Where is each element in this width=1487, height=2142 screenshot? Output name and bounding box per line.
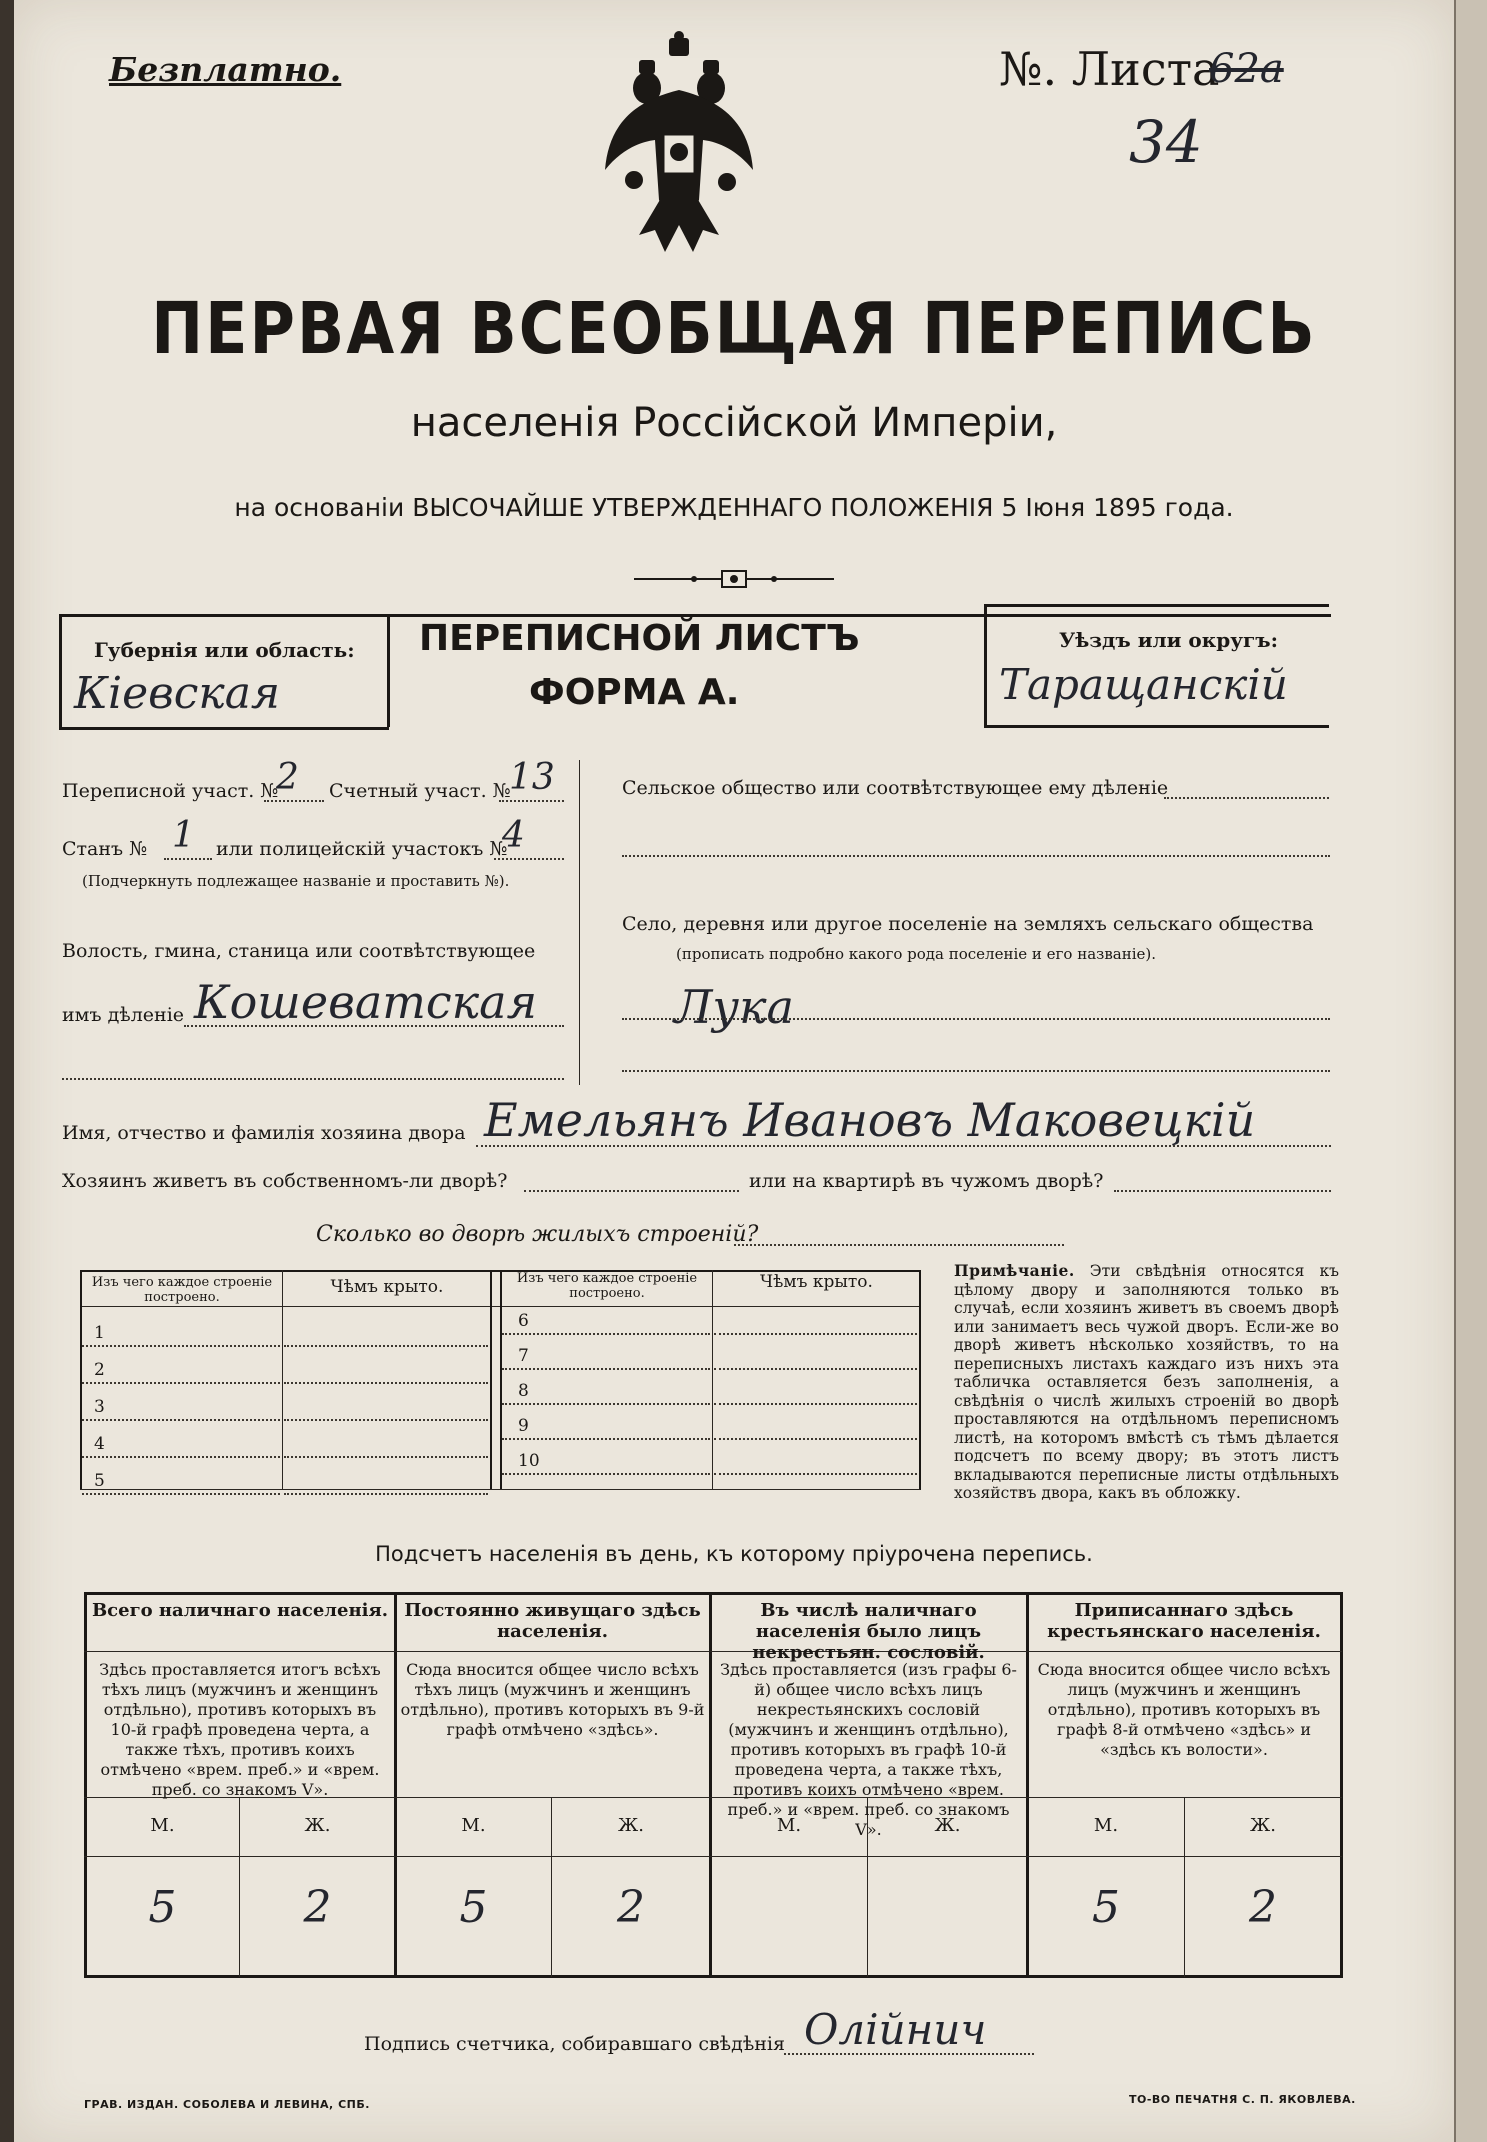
buildings-col-roof-left: Чѣмъ крыто. <box>330 1277 444 1297</box>
count-col-z-label: Ж. <box>304 1815 331 1836</box>
census-sheet <box>14 0 1454 2142</box>
buildings-left-row-number: 1 <box>94 1323 105 1343</box>
police-area-value: 4 <box>502 815 525 856</box>
census-area-value: 2 <box>276 757 299 798</box>
count-area-value: 13 <box>509 757 555 798</box>
buildings-left-row-number: 4 <box>94 1434 105 1454</box>
count-col-m-value: 5 <box>148 1882 177 1933</box>
buildings-right-row-number: 10 <box>518 1451 540 1471</box>
buildings-right-row-number: 6 <box>518 1311 529 1331</box>
printer-right: ТО-ВО ПЕЧАТНЯ С. П. ЯКОВЛЕВА. <box>1129 2093 1356 2106</box>
buildings-col-material-right: Изъ чего каждое строеніе построено. <box>516 1271 698 1301</box>
volost-label-2: имъ дѣленіе <box>62 1004 185 1026</box>
owner-name-label: Имя, отчество и фамилія хозяина двора <box>62 1122 466 1144</box>
buildings-col-roof-right: Чѣмъ крыто. <box>760 1272 873 1292</box>
rented-yard-label: или на квартирѣ въ чужомъ дворѣ? <box>749 1170 1104 1192</box>
uezd-label: Уѣздъ или округъ: <box>1059 628 1278 652</box>
count-col-head: Въ числѣ наличнаго населенія было лицъ некрестьян. сословій. <box>752 1600 985 1663</box>
count-col-m-label: М. <box>1093 1815 1119 1836</box>
buildings-left-row-number: 3 <box>94 1397 105 1417</box>
stan-value: 1 <box>172 815 195 856</box>
count-col-z-label: Ж. <box>618 1815 644 1836</box>
form-title: ПЕРЕПИСНОЙ ЛИСТЪ <box>419 618 860 659</box>
count-col-desc: Сюда вносится общее число всѣхъ тѣхъ лицъ (мужчинъ и женщинъ отдѣльно), противъ которыхъ въ 9-й графѣ отмѣчено «здѣсь». <box>400 1660 705 1739</box>
buildings-right-row-number: 8 <box>518 1381 529 1401</box>
page-edge-right <box>1454 0 1487 2142</box>
legal-basis: на основаніи ВЫСОЧАЙШЕ УТВЕРЖДЕННАГО ПОЛОЖЕНІЯ 5 Іюня 1895 года. <box>234 493 1234 522</box>
count-col-z-value: 2 <box>617 1882 645 1933</box>
ornament-divider-icon <box>634 568 834 590</box>
sheet-number-value: 34 <box>1129 108 1203 176</box>
buildings-right-row-number: 9 <box>518 1416 529 1436</box>
count-col-m-label: М. <box>461 1815 486 1836</box>
count-col-m-value: 5 <box>459 1882 488 1933</box>
count-col-z-value: 2 <box>303 1882 332 1933</box>
village-label: Село, деревня или другое поселеніе на земляхъ сельскаго общества <box>622 913 1314 935</box>
uezd-value: Таращанскій <box>999 660 1288 709</box>
volost-label: Волость, гмина, станица или соотвѣтствующее <box>62 940 536 962</box>
note-text: Эти свѣдѣнія относятся къ цѣлому двору и заполняются только въ случаѣ, если хозяинъ живетъ въ своемъ дворѣ или занимаетъ весь чужой дворъ. Если-же во дворѣ живетъ нѣсколько хозяйствъ, то на переписныхъ листахъ каждаго изъ нихъ эта табличка оставляется безъ заполненія, а свѣдѣнія о числѣ жилыхъ строеній во дворѣ проставляются на отдѣльномъ переписномъ листѣ, на которомъ вмѣстѣ съ тѣмъ дѣлается подсчетъ по всему двору; въ этотъ листъ вкладываются переписные листы отдѣльныхъ хозяйствъ двора, какъ въ обложку. <box>954 1262 1339 1502</box>
count-col-head: Постоянно живущаго здѣсь населенія. <box>404 1600 701 1642</box>
page-subtitle: населенія Россійской Имперіи, <box>410 400 1058 446</box>
buildings-note <box>954 1262 1339 1503</box>
owner-name-value: Емельянъ Ивановъ Маковецкій <box>484 1093 1256 1147</box>
buildings-left-row-number: 5 <box>94 1471 105 1491</box>
count-col-head: Всего наличнаго населенія. <box>91 1600 389 1621</box>
census-area-label: Переписной участ. № <box>62 780 279 802</box>
village-value: Лука <box>674 980 794 1034</box>
signature-value: Олійнич <box>804 2005 987 2054</box>
buildings-left-row-number: 2 <box>94 1360 105 1380</box>
count-col-z-label: Ж. <box>934 1815 961 1836</box>
police-area-label: или полицейскій участокъ № <box>216 838 508 860</box>
count-col-desc: Здѣсь проставляется итогъ всѣхъ тѣхъ лицъ (мужчинъ и женщинъ отдѣльно), противъ которыхъ въ 10-й графѣ проведена черта, а также тѣхъ, противъ коихъ отмѣчено «врем. преб.» и «врем. преб. со знакомъ V». <box>99 1660 381 1799</box>
volost-value: Кошеватская <box>194 975 538 1029</box>
count-col-m-label: М. <box>776 1815 802 1836</box>
count-col-desc: Здѣсь проставляется (изъ графы 6-й) общее число всѣхъ лицъ некрестьянскихъ сословій (мужчинъ и женщинъ отдѣльно), противъ которыхъ въ графѣ 10-й проведена черта, а также тѣхъ, противъ коихъ отмѣчено «врем. преб.» и «врем. преб. со знакомъ V». <box>720 1660 1017 1839</box>
count-col-head: Приписаннаго здѣсь крестьянскаго населенія. <box>1047 1600 1321 1642</box>
double-headed-eagle-icon <box>599 30 759 265</box>
buildings-question: Сколько во дворѣ жилыхъ строеній? <box>316 1222 759 1247</box>
buildings-right-row-number: 7 <box>518 1346 529 1366</box>
sheet-number-label: №. Листа <box>999 42 1220 96</box>
own-yard-label: Хозяинъ живетъ въ собственномъ-ли дворѣ? <box>62 1170 508 1192</box>
stan-label: Станъ № <box>62 838 148 860</box>
page-title: ПЕРВАЯ ВСЕОБЩАЯ ПЕРЕПИСЬ <box>151 286 1317 371</box>
count-area-label: Счетный участ. № <box>329 780 511 802</box>
guberniya-value: Кіевская <box>74 668 281 719</box>
count-col-m-value: 5 <box>1092 1882 1120 1933</box>
society-label: Сельское общество или соотвѣтствующее ему дѣленіе <box>622 777 1169 799</box>
form-subtitle: ФОРМА А. <box>529 672 740 713</box>
count-col-z-value: 2 <box>1249 1882 1277 1933</box>
signature-label: Подпись счетчика, собиравшаго свѣдѣнія <box>364 2033 785 2055</box>
guberniya-label: Губернія или область: <box>94 638 355 662</box>
underline-hint: (Подчеркнуть подлежащее названіе и проставить №). <box>82 872 510 890</box>
count-title: Подсчетъ населенія въ день, къ которому пріурочена перепись. <box>375 1542 1093 1566</box>
village-hint: (прописать подробно какого рода поселеніе и его названіе). <box>676 945 1156 963</box>
free-label: Безплатно. <box>109 50 342 89</box>
sheet-number-crossed: 62а <box>1209 46 1284 92</box>
count-col-desc: Сюда вносится общее число всѣхъ лицъ (мужчинъ и женщинъ отдѣльно), противъ которыхъ въ графѣ 8-й отмѣчено «здѣсь» и «здѣсь къ волости». <box>1037 1660 1331 1759</box>
count-col-m-label: М. <box>150 1815 175 1836</box>
note-label: Примѣчаніе. <box>954 1261 1075 1280</box>
printer-left: ГРАВ. ИЗДАН. СОБОЛЕВА И ЛЕВИНА, СПБ. <box>84 2098 370 2111</box>
buildings-col-material-left: Изъ чего каждое строеніе построено. <box>91 1275 273 1305</box>
count-col-z-label: Ж. <box>1250 1815 1276 1836</box>
